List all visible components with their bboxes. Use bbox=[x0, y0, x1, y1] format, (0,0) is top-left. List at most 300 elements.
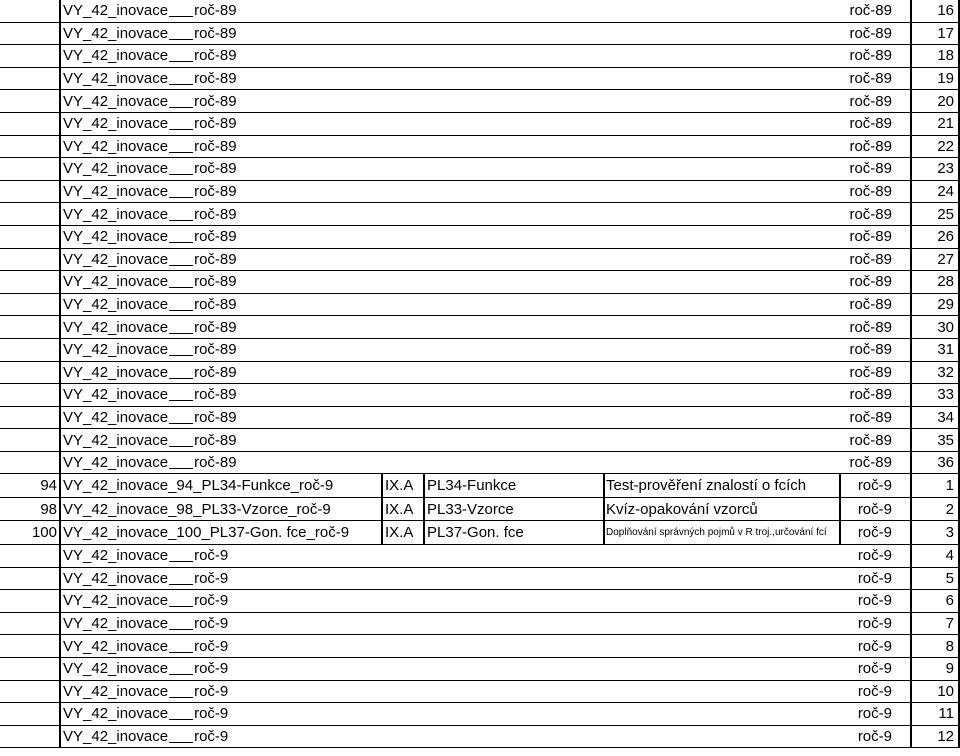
blank-underline bbox=[169, 549, 193, 562]
blank-underline bbox=[169, 117, 193, 130]
grade-cell[interactable]: roč-89 bbox=[849, 386, 892, 404]
table-row bbox=[0, 271, 960, 294]
index-cell[interactable]: 7 bbox=[945, 615, 954, 633]
material-name-cell[interactable] bbox=[60, 271, 380, 293]
row-number-cell[interactable] bbox=[0, 294, 60, 316]
row-number-cell[interactable] bbox=[0, 203, 60, 225]
row-number-cell[interactable] bbox=[0, 452, 60, 474]
grade-cell[interactable]: roč-9 bbox=[857, 524, 892, 542]
name-prefix: VY_42_inovace bbox=[63, 682, 169, 700]
class-cell[interactable] bbox=[382, 158, 422, 180]
description-cell[interactable]: Kvíz-opakování vzorců bbox=[606, 500, 758, 518]
material-name-cell[interactable] bbox=[60, 23, 380, 45]
topic-cell[interactable] bbox=[424, 407, 602, 429]
class-cell[interactable] bbox=[382, 45, 422, 67]
grade-cell[interactable]: roč-89 bbox=[849, 431, 892, 449]
grade-cell[interactable]: roč-89 bbox=[849, 273, 892, 291]
blank-underline bbox=[169, 434, 193, 447]
class-cell[interactable] bbox=[382, 0, 422, 22]
description-cell[interactable] bbox=[604, 113, 838, 135]
grade-cell[interactable]: roč-9 bbox=[857, 660, 892, 678]
name-suffix: roč-89 bbox=[194, 2, 237, 20]
index-cell[interactable]: 8 bbox=[945, 637, 954, 655]
topic-cell[interactable] bbox=[424, 158, 602, 180]
blank-underline bbox=[169, 4, 193, 17]
topic-cell[interactable]: PL33-Vzorce bbox=[427, 500, 514, 518]
name-prefix: VY_42_inovace bbox=[63, 363, 169, 381]
name-prefix: VY_42_inovace bbox=[63, 728, 169, 746]
table-row bbox=[0, 384, 960, 407]
row-number-cell[interactable] bbox=[0, 226, 60, 248]
index-cell[interactable]: 12 bbox=[937, 728, 954, 746]
material-name-cell[interactable] bbox=[60, 407, 380, 429]
class-cell[interactable] bbox=[382, 271, 422, 293]
index-cell[interactable]: 27 bbox=[937, 250, 954, 268]
material-name-cell[interactable] bbox=[60, 545, 380, 567]
grade-cell[interactable]: roč-89 bbox=[849, 341, 892, 359]
material-name-cell[interactable]: VY_42_inovace_94_PL34-Funkce_roč-9 bbox=[63, 477, 334, 495]
grade-cell[interactable]: roč-9 bbox=[857, 705, 892, 723]
class-cell[interactable] bbox=[382, 703, 422, 725]
index-cell[interactable]: 9 bbox=[945, 660, 954, 678]
material-name-cell[interactable] bbox=[60, 45, 380, 67]
description-cell[interactable] bbox=[604, 23, 838, 45]
class-cell[interactable] bbox=[382, 658, 422, 680]
description-cell[interactable] bbox=[604, 294, 838, 316]
grade-cell[interactable]: roč-89 bbox=[849, 454, 892, 472]
index-cell[interactable]: 20 bbox=[937, 92, 954, 110]
grade-cell[interactable]: roč-9 bbox=[857, 637, 892, 655]
grade-cell[interactable]: roč-89 bbox=[849, 318, 892, 336]
name-prefix: VY_42_inovace bbox=[63, 70, 169, 88]
row-number-cell[interactable] bbox=[0, 113, 60, 135]
material-name-cell[interactable] bbox=[60, 339, 380, 361]
name-prefix: VY_42_inovace bbox=[63, 47, 169, 65]
grade-cell[interactable]: roč-9 bbox=[857, 592, 892, 610]
grade-cell[interactable]: roč-9 bbox=[857, 569, 892, 587]
class-cell[interactable] bbox=[382, 203, 422, 225]
material-name-cell[interactable] bbox=[60, 362, 380, 384]
index-cell[interactable]: 17 bbox=[937, 24, 954, 42]
topic-cell[interactable] bbox=[424, 545, 602, 567]
table-row bbox=[0, 226, 960, 249]
description-cell[interactable] bbox=[604, 0, 838, 22]
description-cell[interactable] bbox=[604, 635, 838, 657]
grade-cell[interactable]: roč-89 bbox=[849, 183, 892, 201]
name-prefix: VY_42_inovace bbox=[63, 569, 169, 587]
description-cell[interactable] bbox=[604, 203, 838, 225]
material-name-cell[interactable] bbox=[60, 203, 380, 225]
material-name-cell[interactable]: VY_42_inovace_98_PL33-Vzorce_roč-9 bbox=[63, 500, 331, 518]
name-prefix: VY_42_inovace bbox=[63, 250, 169, 268]
class-cell[interactable] bbox=[382, 23, 422, 45]
table-row bbox=[0, 474, 960, 498]
name-suffix: roč-9 bbox=[194, 592, 229, 610]
grade-cell[interactable]: roč-89 bbox=[849, 160, 892, 178]
grade-cell[interactable]: roč-9 bbox=[857, 615, 892, 633]
topic-cell[interactable] bbox=[424, 613, 602, 635]
topic-cell[interactable] bbox=[424, 658, 602, 680]
name-suffix: roč-9 bbox=[194, 705, 229, 723]
description-cell[interactable]: Test-prověření znalostí o fcích bbox=[606, 477, 807, 495]
row-number-cell[interactable] bbox=[0, 249, 60, 271]
description-cell[interactable] bbox=[604, 726, 838, 748]
class-cell[interactable] bbox=[382, 452, 422, 474]
row-number-cell[interactable] bbox=[0, 136, 60, 158]
material-name-cell[interactable] bbox=[60, 613, 380, 635]
grade-cell[interactable]: roč-89 bbox=[849, 228, 892, 246]
class-cell[interactable] bbox=[382, 249, 422, 271]
name-suffix: roč-89 bbox=[194, 115, 237, 133]
topic-cell[interactable] bbox=[424, 362, 602, 384]
material-name-cell[interactable] bbox=[60, 726, 380, 748]
table-row bbox=[0, 590, 960, 613]
index-cell[interactable]: 19 bbox=[937, 70, 954, 88]
description-cell[interactable] bbox=[604, 407, 838, 429]
topic-cell[interactable] bbox=[424, 181, 602, 203]
row-number-cell[interactable] bbox=[0, 613, 60, 635]
material-name-cell[interactable] bbox=[60, 635, 380, 657]
description-cell[interactable] bbox=[604, 384, 838, 406]
topic-cell[interactable] bbox=[424, 339, 602, 361]
topic-cell[interactable] bbox=[424, 384, 602, 406]
index-cell[interactable]: 2 bbox=[945, 500, 954, 518]
class-cell[interactable] bbox=[382, 429, 422, 451]
blank-underline bbox=[169, 685, 193, 698]
topic-cell[interactable] bbox=[424, 226, 602, 248]
class-cell[interactable] bbox=[382, 113, 422, 135]
topic-cell[interactable] bbox=[424, 271, 602, 293]
name-suffix: roč-89 bbox=[194, 92, 237, 110]
topic-cell[interactable] bbox=[424, 90, 602, 112]
row-number-cell[interactable] bbox=[0, 45, 60, 67]
grade-cell[interactable]: roč-9 bbox=[857, 500, 892, 518]
row-number-cell[interactable] bbox=[0, 635, 60, 657]
grade-cell[interactable]: roč-9 bbox=[857, 682, 892, 700]
name-suffix: roč-89 bbox=[194, 296, 237, 314]
row-number-cell[interactable] bbox=[0, 68, 60, 90]
material-name-cell[interactable] bbox=[60, 113, 380, 135]
grade-cell[interactable]: roč-89 bbox=[849, 115, 892, 133]
name-suffix: roč-9 bbox=[194, 569, 229, 587]
index-cell[interactable]: 31 bbox=[937, 341, 954, 359]
description-cell[interactable] bbox=[604, 568, 838, 590]
table-row bbox=[0, 23, 960, 46]
table-row bbox=[0, 452, 960, 475]
index-cell[interactable]: 21 bbox=[937, 115, 954, 133]
material-name-cell[interactable] bbox=[60, 249, 380, 271]
class-cell[interactable] bbox=[382, 226, 422, 248]
topic-cell[interactable] bbox=[424, 726, 602, 748]
index-cell[interactable]: 33 bbox=[937, 386, 954, 404]
description-cell[interactable] bbox=[604, 429, 838, 451]
class-cell[interactable] bbox=[382, 384, 422, 406]
name-suffix: roč-89 bbox=[194, 160, 237, 178]
table-row bbox=[0, 726, 960, 749]
index-cell[interactable]: 29 bbox=[937, 296, 954, 314]
row-number-cell[interactable] bbox=[0, 545, 60, 567]
name-prefix: VY_42_inovace bbox=[63, 205, 169, 223]
grade-cell[interactable]: roč-89 bbox=[849, 70, 892, 88]
row-number-cell[interactable] bbox=[0, 407, 60, 429]
name-suffix: roč-89 bbox=[194, 47, 237, 65]
blank-underline bbox=[169, 185, 193, 198]
index-cell[interactable]: 35 bbox=[937, 431, 954, 449]
material-name-cell[interactable] bbox=[60, 0, 380, 22]
topic-cell[interactable] bbox=[424, 203, 602, 225]
material-name-cell[interactable] bbox=[60, 703, 380, 725]
name-suffix: roč-89 bbox=[194, 228, 237, 246]
blank-underline bbox=[169, 707, 193, 720]
row-number-cell[interactable]: 98 bbox=[40, 500, 57, 518]
material-name-cell[interactable] bbox=[60, 181, 380, 203]
grade-cell[interactable]: roč-89 bbox=[849, 24, 892, 42]
description-cell[interactable] bbox=[604, 249, 838, 271]
topic-cell[interactable] bbox=[424, 113, 602, 135]
blank-underline bbox=[169, 208, 193, 221]
name-suffix: roč-9 bbox=[194, 660, 229, 678]
topic-cell[interactable] bbox=[424, 452, 602, 474]
description-cell[interactable] bbox=[604, 590, 838, 612]
name-prefix: VY_42_inovace bbox=[63, 92, 169, 110]
class-cell[interactable] bbox=[382, 362, 422, 384]
grade-cell[interactable]: roč-9 bbox=[857, 728, 892, 746]
index-cell[interactable]: 18 bbox=[937, 47, 954, 65]
row-number-cell[interactable] bbox=[0, 158, 60, 180]
material-name-cell[interactable] bbox=[60, 316, 380, 338]
table-row bbox=[0, 158, 960, 181]
topic-cell[interactable] bbox=[424, 136, 602, 158]
table-row bbox=[0, 339, 960, 362]
topic-cell[interactable] bbox=[424, 635, 602, 657]
index-cell[interactable]: 1 bbox=[945, 477, 954, 495]
material-name-cell[interactable] bbox=[60, 68, 380, 90]
description-cell[interactable] bbox=[604, 703, 838, 725]
grade-cell[interactable]: roč-89 bbox=[849, 47, 892, 65]
row-number-cell[interactable] bbox=[0, 316, 60, 338]
description-cell[interactable] bbox=[604, 613, 838, 635]
name-prefix: VY_42_inovace bbox=[63, 386, 169, 404]
name-suffix: roč-89 bbox=[194, 318, 237, 336]
class-cell[interactable] bbox=[382, 681, 422, 703]
blank-underline bbox=[169, 275, 193, 288]
name-suffix: roč-89 bbox=[194, 454, 237, 472]
blank-underline bbox=[169, 366, 193, 379]
index-cell[interactable]: 16 bbox=[937, 2, 954, 20]
topic-cell[interactable] bbox=[424, 45, 602, 67]
description-cell[interactable]: Doplňování správných pojmů v R troj.,určování fcí bbox=[606, 527, 827, 539]
name-suffix: roč-9 bbox=[194, 547, 229, 565]
index-cell[interactable]: 36 bbox=[937, 454, 954, 472]
class-cell[interactable] bbox=[382, 90, 422, 112]
row-number-cell[interactable] bbox=[0, 658, 60, 680]
class-cell[interactable] bbox=[382, 339, 422, 361]
topic-cell[interactable] bbox=[424, 681, 602, 703]
row-number-cell[interactable] bbox=[0, 429, 60, 451]
topic-cell[interactable] bbox=[424, 294, 602, 316]
name-suffix: roč-89 bbox=[194, 386, 237, 404]
name-suffix: roč-9 bbox=[194, 682, 229, 700]
index-cell[interactable]: 26 bbox=[937, 228, 954, 246]
row-number-cell[interactable] bbox=[0, 23, 60, 45]
name-suffix: roč-9 bbox=[194, 637, 229, 655]
name-prefix: VY_42_inovace bbox=[63, 296, 169, 314]
index-cell[interactable]: 23 bbox=[937, 160, 954, 178]
description-cell[interactable] bbox=[604, 681, 838, 703]
grade-cell[interactable]: roč-89 bbox=[849, 2, 892, 20]
blank-underline bbox=[169, 49, 193, 62]
class-cell[interactable] bbox=[382, 545, 422, 567]
material-name-cell[interactable] bbox=[60, 568, 380, 590]
material-name-cell[interactable] bbox=[60, 90, 380, 112]
row-number-cell[interactable] bbox=[0, 0, 60, 22]
material-name-cell[interactable] bbox=[60, 681, 380, 703]
topic-cell[interactable] bbox=[424, 429, 602, 451]
blank-underline bbox=[169, 572, 193, 585]
name-prefix: VY_42_inovace bbox=[63, 160, 169, 178]
material-name-cell[interactable] bbox=[60, 658, 380, 680]
index-cell[interactable]: 34 bbox=[937, 408, 954, 426]
row-number-cell[interactable] bbox=[0, 362, 60, 384]
class-cell[interactable] bbox=[382, 568, 422, 590]
material-name-cell[interactable] bbox=[60, 590, 380, 612]
row-number-cell[interactable] bbox=[0, 590, 60, 612]
row-number-cell[interactable] bbox=[0, 181, 60, 203]
class-cell[interactable] bbox=[382, 181, 422, 203]
index-cell[interactable]: 10 bbox=[937, 682, 954, 700]
blank-underline bbox=[169, 411, 193, 424]
name-prefix: VY_42_inovace bbox=[63, 454, 169, 472]
index-cell[interactable]: 6 bbox=[945, 592, 954, 610]
material-name-cell[interactable] bbox=[60, 452, 380, 474]
material-name-cell[interactable] bbox=[60, 136, 380, 158]
index-cell[interactable]: 30 bbox=[937, 318, 954, 336]
index-cell[interactable]: 3 bbox=[945, 524, 954, 542]
material-name-cell[interactable] bbox=[60, 294, 380, 316]
class-cell[interactable] bbox=[382, 316, 422, 338]
description-cell[interactable] bbox=[604, 339, 838, 361]
index-cell[interactable]: 22 bbox=[937, 137, 954, 155]
name-prefix: VY_42_inovace bbox=[63, 2, 169, 20]
class-cell[interactable] bbox=[382, 294, 422, 316]
row-number-cell[interactable] bbox=[0, 726, 60, 748]
material-name-cell[interactable]: VY_42_inovace_100_PL37-Gon. fce_roč-9 bbox=[63, 524, 350, 542]
index-cell[interactable]: 28 bbox=[937, 273, 954, 291]
grade-cell[interactable]: roč-9 bbox=[857, 477, 892, 495]
name-suffix: roč-89 bbox=[194, 250, 237, 268]
grid-line bbox=[910, 0, 912, 748]
description-cell[interactable] bbox=[604, 226, 838, 248]
table-row bbox=[0, 181, 960, 204]
grade-cell[interactable]: roč-89 bbox=[849, 205, 892, 223]
material-name-cell[interactable] bbox=[60, 158, 380, 180]
grade-cell[interactable]: roč-9 bbox=[857, 547, 892, 565]
grade-cell[interactable]: roč-89 bbox=[849, 363, 892, 381]
blank-underline bbox=[169, 640, 193, 653]
material-name-cell[interactable] bbox=[60, 384, 380, 406]
description-cell[interactable] bbox=[604, 136, 838, 158]
row-number-cell[interactable] bbox=[0, 339, 60, 361]
class-cell[interactable] bbox=[382, 613, 422, 635]
description-cell[interactable] bbox=[604, 362, 838, 384]
row-number-cell[interactable] bbox=[0, 90, 60, 112]
topic-cell[interactable]: PL34-Funkce bbox=[427, 477, 517, 495]
topic-cell[interactable] bbox=[424, 0, 602, 22]
description-cell[interactable] bbox=[604, 658, 838, 680]
name-prefix: VY_42_inovace bbox=[63, 547, 169, 565]
grade-cell[interactable]: roč-89 bbox=[849, 250, 892, 268]
index-cell[interactable]: 4 bbox=[945, 547, 954, 565]
topic-cell[interactable] bbox=[424, 68, 602, 90]
row-number-cell[interactable] bbox=[0, 568, 60, 590]
class-cell[interactable] bbox=[382, 68, 422, 90]
name-suffix: roč-89 bbox=[194, 363, 237, 381]
class-cell[interactable]: IX.A bbox=[385, 477, 414, 495]
description-cell[interactable] bbox=[604, 271, 838, 293]
class-cell[interactable] bbox=[382, 726, 422, 748]
topic-cell[interactable] bbox=[424, 316, 602, 338]
row-number-cell[interactable] bbox=[0, 681, 60, 703]
index-cell[interactable]: 32 bbox=[937, 363, 954, 381]
description-cell[interactable] bbox=[604, 181, 838, 203]
class-cell[interactable] bbox=[382, 590, 422, 612]
name-prefix: VY_42_inovace bbox=[63, 137, 169, 155]
topic-cell[interactable]: PL37-Gon. fce bbox=[427, 524, 524, 542]
row-number-cell[interactable]: 100 bbox=[31, 524, 57, 542]
grade-cell[interactable]: roč-89 bbox=[849, 92, 892, 110]
index-cell[interactable]: 25 bbox=[937, 205, 954, 223]
material-name-cell[interactable] bbox=[60, 429, 380, 451]
blank-underline bbox=[169, 230, 193, 243]
name-prefix: VY_42_inovace bbox=[63, 24, 169, 42]
class-cell[interactable]: IX.A bbox=[385, 524, 414, 542]
topic-cell[interactable] bbox=[424, 568, 602, 590]
description-cell[interactable] bbox=[604, 45, 838, 67]
table-row bbox=[0, 703, 960, 726]
row-number-cell[interactable]: 94 bbox=[40, 477, 57, 495]
description-cell[interactable] bbox=[604, 68, 838, 90]
blank-underline bbox=[169, 140, 193, 153]
description-cell[interactable] bbox=[604, 158, 838, 180]
class-cell[interactable]: IX.A bbox=[385, 500, 414, 518]
index-cell[interactable]: 11 bbox=[938, 705, 954, 723]
index-cell[interactable]: 24 bbox=[937, 183, 954, 201]
table-row bbox=[0, 545, 960, 568]
index-cell[interactable]: 5 bbox=[945, 569, 954, 587]
row-number-cell[interactable] bbox=[0, 703, 60, 725]
class-cell[interactable] bbox=[382, 136, 422, 158]
table-row bbox=[0, 136, 960, 159]
description-cell[interactable] bbox=[604, 545, 838, 567]
table-row bbox=[0, 362, 960, 385]
topic-cell[interactable] bbox=[424, 703, 602, 725]
grade-cell[interactable]: roč-89 bbox=[849, 408, 892, 426]
topic-cell[interactable] bbox=[424, 249, 602, 271]
material-name-cell[interactable] bbox=[60, 226, 380, 248]
class-cell[interactable] bbox=[382, 407, 422, 429]
class-cell[interactable] bbox=[382, 635, 422, 657]
topic-cell[interactable] bbox=[424, 590, 602, 612]
description-cell[interactable] bbox=[604, 316, 838, 338]
table-row bbox=[0, 681, 960, 704]
topic-cell[interactable] bbox=[424, 23, 602, 45]
grade-cell[interactable]: roč-89 bbox=[849, 296, 892, 314]
row-number-cell[interactable] bbox=[0, 271, 60, 293]
description-cell[interactable] bbox=[604, 90, 838, 112]
grade-cell[interactable]: roč-89 bbox=[849, 137, 892, 155]
description-cell[interactable] bbox=[604, 452, 838, 474]
row-number-cell[interactable] bbox=[0, 384, 60, 406]
